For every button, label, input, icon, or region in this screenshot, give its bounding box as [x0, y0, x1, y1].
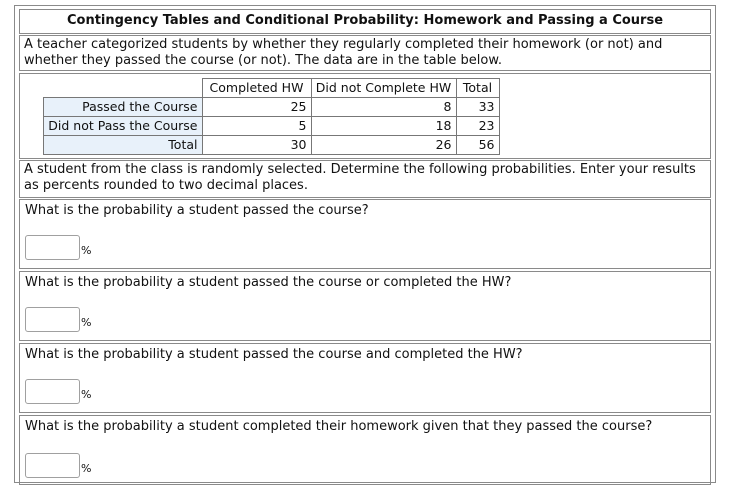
contingency-table	[43, 78, 500, 155]
row-header: Total	[44, 136, 203, 155]
column-header: Completed HW	[202, 79, 311, 98]
question-text: What is the probability a student passed the course?	[25, 203, 369, 218]
table-header-row	[44, 79, 500, 98]
table-row	[44, 136, 500, 155]
instructions-text: A student from the class is randomly selected. Determine the following probabilities. Enter your results as percents rounded to two decimal places.	[19, 160, 711, 198]
table-cell: 8	[311, 98, 456, 117]
answer-input[interactable]	[25, 453, 80, 478]
table-corner	[44, 79, 203, 98]
percent-unit: %	[81, 316, 92, 329]
percent-unit: %	[81, 462, 92, 475]
percent-unit: %	[81, 244, 92, 257]
table-row	[44, 117, 500, 136]
question-text: What is the probability a student passed the course and completed the HW?	[25, 347, 523, 362]
question-panel	[19, 199, 711, 269]
intro-text: A teacher categorized students by whether they regularly completed their homework (or not) and whether they passed the course (or not). The data are in the table below.	[19, 35, 711, 71]
table-cell: 18	[311, 117, 456, 136]
column-header: Total	[456, 79, 499, 98]
answer-input[interactable]	[25, 235, 80, 260]
page-title: Contingency Tables and Conditional Probability: Homework and Passing a Course	[19, 9, 711, 34]
question-panel	[19, 415, 711, 485]
question-panel	[19, 343, 711, 413]
percent-unit: %	[81, 388, 92, 401]
column-header: Did not Complete HW	[311, 79, 456, 98]
contingency-table-panel	[19, 73, 711, 159]
table-row	[44, 98, 500, 117]
question-text: What is the probability a student passed the course or completed the HW?	[25, 275, 512, 290]
row-header: Passed the Course	[44, 98, 203, 117]
table-cell: 5	[202, 117, 311, 136]
answer-input[interactable]	[25, 307, 80, 332]
answer-input[interactable]	[25, 379, 80, 404]
question-panel	[19, 271, 711, 341]
table-cell: 30	[202, 136, 311, 155]
table-cell: 23	[456, 117, 499, 136]
table-cell: 26	[311, 136, 456, 155]
table-cell: 33	[456, 98, 499, 117]
row-header: Did not Pass the Course	[44, 117, 203, 136]
table-cell: 56	[456, 136, 499, 155]
question-text: What is the probability a student completed their homework given that they passed the course?	[25, 419, 653, 434]
table-cell: 25	[202, 98, 311, 117]
